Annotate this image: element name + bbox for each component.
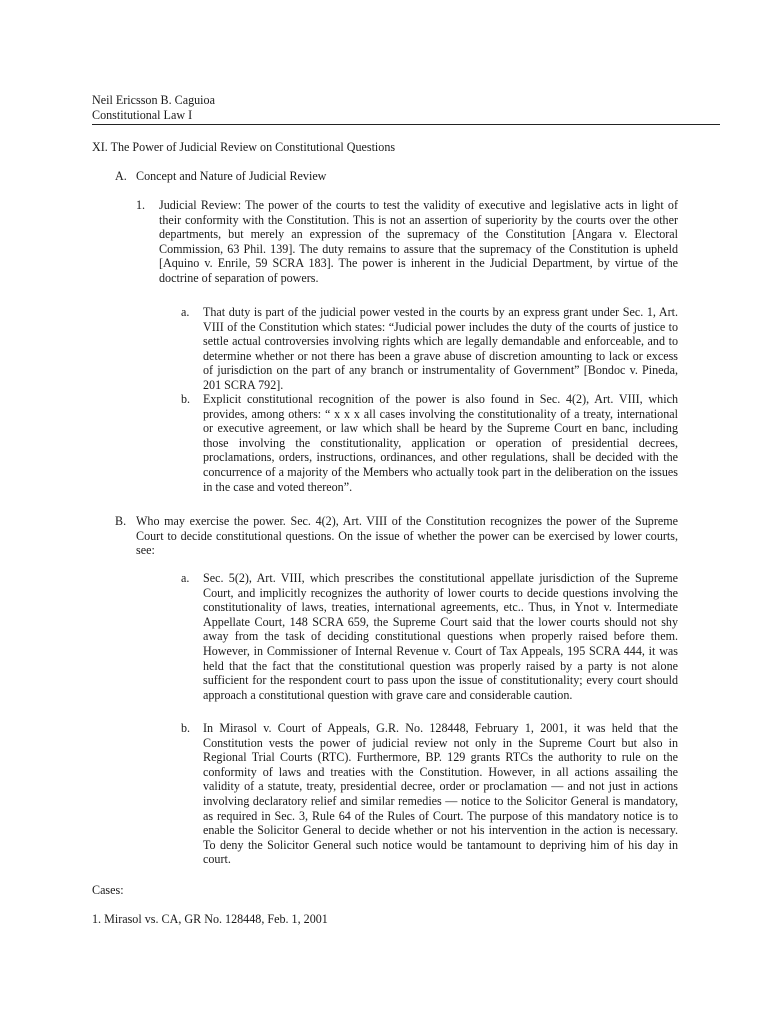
section-b-sub-a-marker: a. <box>181 571 190 585</box>
author-name: Neil Ericsson B. Caguioa <box>92 93 215 107</box>
item-1-text: Judicial Review: The power of the courts to test the validity of executive and legislative acts in light of their conformity with the Constitution. This is not an assertion of superiority by the courts over the other departments, but merely an expression of the supremacy of the Constitution [Angara v. Electoral Commission, 63 Phil. 139]. The duty remains to assure that the supremacy of the Constitution is upheld [Aquino v. Enrile, 59 SCRA 183]. The power is inherent in the Judicial Department, by virtue of the doctrine of separation of powers. <box>159 198 678 285</box>
item-1-marker: 1. <box>136 198 146 212</box>
sub-b-text: Explicit constitutional recognition of the power is also found in Sec. 4(2), Art. VIII, which provides, among others: “ x x x all cases involving the constitutionality of a treaty, international or executive agreement, or law which shall be heard by the Supreme Court en banc, including those involving the constitutionality, application or operation of presidential decrees, proclamations, orders, instructions, ordinances, and other regulations, shall be decided with the concurrence of a majority of the Members who actually took part in the deliberation on the issues in the case and voted thereon”. <box>203 392 678 494</box>
section-b-sub-a-text: Sec. 5(2), Art. VIII, which prescribes the constitutional appellate jurisdiction of the Supreme Court, and implicitly recognizes the authority of lower courts to decide questions involving the constitutionality of laws, treaties, international agreements, etc.. Thus, in Ynot v. Intermediate Appellate Court, 148 SCRA 659, the Supreme Court said that the lower courts should not shy away from the task of deciding constitutional questions when properly raised before them. However, in Commissioner of Internal Revenue v. Court of Tax Appeals, 195 SCRA 444, it was held that the fact that the constitutional question was properly raised by a party is not alone sufficient for the respondent court to pass upon the issue of constitutionality; every court should approach a constitutional question with grave care and considerable caution. <box>203 571 678 702</box>
sub-a-marker: a. <box>181 305 190 319</box>
sub-b-marker: b. <box>181 392 191 406</box>
cases-label: Cases: <box>92 883 124 897</box>
case-item-1: 1. Mirasol vs. CA, GR No. 128448, Feb. 1, 2001 <box>92 912 328 926</box>
section-b-marker: B. <box>115 514 127 528</box>
course-name: Constitutional Law I <box>92 107 193 122</box>
document-header <box>92 93 720 122</box>
sub-a-text: That duty is part of the judicial power vested in the courts by an express grant under Sec. 1, Art. VIII of the Constitution which states: “Judicial power includes the duty of the courts of justice to settle actual controversies involving rights which are legally demandable and enforceable, and to determine whether or not there has been a grave abuse of discretion amounting to lack or excess of jurisdiction on the part of any branch or instrumentality of Government” [Bondoc v. Pineda, 201 SCRA 792]. <box>203 305 678 392</box>
section-b-sub-b-text: In Mirasol v. Court of Appeals, G.R. No. 128448, February 1, 2001, it was held that the Constitution vests the power of judicial review not only in the Supreme Court but also in Regional Trial Courts (RTC). Furthermore, BP. 129 grants RTCs the authority to rule on the conformity of laws and treaties with the Constitution. However, in all actions assailing the validity of a statute, treaty, presidential decree, order or proclamation — and not just in actions involving declaratory relief and similar remedies — notice to the Solicitor General is mandatory, as required in Sec. 3, Rule 64 of the Rules of Court. The purpose of this mandatory notice is to enable the Solicitor General to decide whether or not his intervention in the action is necessary. To deny the Solicitor General such notice would be tantamount to depriving him of his day in court. <box>203 721 678 867</box>
section-a-marker: A. <box>115 169 127 183</box>
header-divider <box>92 124 720 125</box>
section-b-text: Who may exercise the power. Sec. 4(2), Art. VIII of the Constitution recognizes the power of the Supreme Court to decide constitutional questions. On the issue of whether the power can be exercised by lower courts, see: <box>136 514 678 558</box>
section-b-sub-b-marker: b. <box>181 721 191 735</box>
section-a-heading: Concept and Nature of Judicial Review <box>136 169 327 183</box>
section-title: XI. The Power of Judicial Review on Constitutional Questions <box>92 140 396 154</box>
